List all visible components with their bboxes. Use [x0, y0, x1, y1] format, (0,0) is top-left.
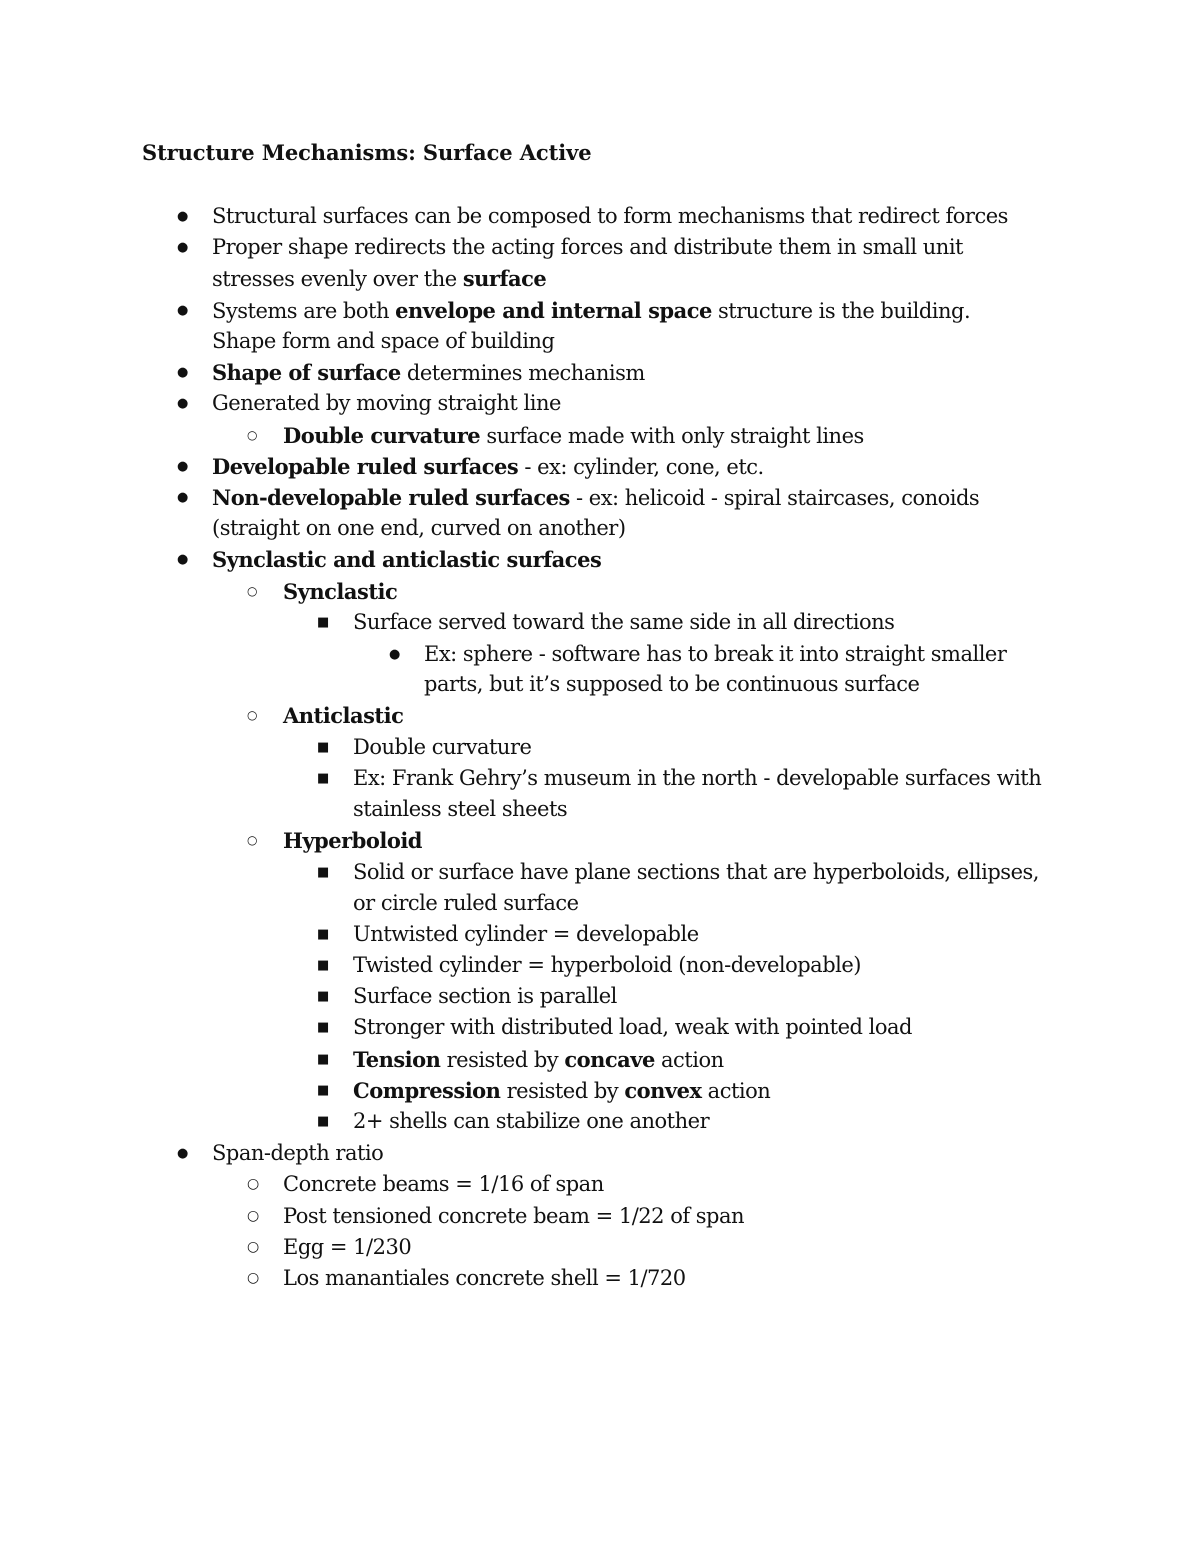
- bullet-hollow-icon: ○: [247, 1176, 260, 1192]
- item-text: (straight on one end, curved on another): [212, 516, 626, 540]
- item-text-bold: Synclastic and anticlastic surfaces: [212, 547, 602, 572]
- item-text: Los manantiales concrete shell = 1/720: [283, 1266, 686, 1290]
- list-item: [283, 1263, 686, 1294]
- item-text: Double curvature: [353, 735, 532, 759]
- item-text-bold: Hyperboloid: [283, 828, 422, 853]
- list-item: [353, 981, 617, 1012]
- item-text: Untwisted cylinder = developable: [353, 922, 699, 946]
- list-item: [283, 825, 422, 857]
- page-title: Structure Mechanisms: Surface Active: [142, 140, 592, 165]
- bullet-square-icon: ■: [317, 927, 330, 942]
- item-text: determines mechanism: [400, 361, 645, 385]
- item-text: Concrete beams = 1/16 of span: [283, 1172, 604, 1196]
- item-text: - ex: helicoid - spiral staircases, conoids: [569, 486, 980, 510]
- bullet-hollow-icon: ○: [247, 1239, 260, 1255]
- item-text: Ex: Frank Gehry’s museum in the north - developable surfaces with: [353, 766, 1042, 790]
- list-item: [283, 1201, 744, 1232]
- item-text-bold: Non-developable ruled surfaces: [212, 485, 570, 510]
- item-text-bold: surface: [462, 266, 547, 291]
- item-text: parts, but it’s supposed to be continuous surface: [424, 672, 920, 696]
- item-text: Surface served toward the same side in all directions: [353, 610, 895, 634]
- item-text-bold: Double curvature: [283, 423, 481, 448]
- bullet-hollow-icon: ○: [247, 1208, 260, 1224]
- list-item-continuation: [212, 513, 626, 544]
- bullet-disc-icon: ●: [177, 303, 189, 318]
- list-item: [283, 1169, 604, 1200]
- bullet-disc-icon: ●: [177, 365, 189, 380]
- bullet-square-icon: ■: [317, 865, 330, 880]
- list-item: [353, 763, 1041, 794]
- list-item-continuation: [353, 888, 579, 919]
- bullet-square-icon: ■: [317, 958, 330, 973]
- bullet-disc-icon: ●: [389, 647, 401, 662]
- list-item: [353, 919, 699, 950]
- item-text: action: [654, 1048, 724, 1072]
- item-text: action: [701, 1079, 771, 1103]
- list-item-continuation: [424, 669, 919, 700]
- item-text: Shape form and space of building: [212, 329, 555, 353]
- list-item: [283, 700, 403, 732]
- item-text: Span-depth ratio: [212, 1141, 384, 1165]
- item-text-bold: Synclastic: [283, 579, 398, 604]
- bullet-square-icon: ■: [317, 1052, 330, 1067]
- item-text: Stronger with distributed load, weak with pointed load: [353, 1015, 912, 1039]
- item-text: stresses evenly over the: [212, 267, 463, 291]
- bullet-square-icon: ■: [317, 771, 330, 786]
- list-item: [212, 482, 979, 514]
- list-item: [283, 1232, 411, 1263]
- bullet-square-icon: ■: [317, 1114, 330, 1129]
- item-text-bold: convex: [624, 1078, 702, 1103]
- list-item: [212, 1138, 383, 1169]
- bullet-disc-icon: ●: [177, 396, 189, 411]
- bullet-square-icon: ■: [317, 989, 330, 1004]
- item-text-bold: Anticlastic: [283, 703, 404, 728]
- item-text: - ex: cylinder, cone, etc.: [518, 455, 764, 479]
- bullet-disc-icon: ●: [177, 209, 189, 224]
- bullet-disc-icon: ●: [177, 459, 189, 474]
- item-text-bold: Compression: [353, 1078, 501, 1103]
- item-text: Solid or surface have plane sections that are hyperboloids, ellipses,: [353, 860, 1039, 884]
- bullet-disc-icon: ●: [177, 240, 189, 255]
- item-text: resisted by: [500, 1079, 625, 1103]
- list-item: [212, 357, 645, 389]
- item-text: surface made with only straight lines: [480, 424, 864, 448]
- list-item: [212, 451, 764, 483]
- item-text: Post tensioned concrete beam = 1/22 of span: [283, 1204, 745, 1228]
- list-item: [212, 232, 963, 263]
- list-item: [353, 857, 1039, 888]
- list-item: [353, 1075, 770, 1107]
- item-text: resisted by: [440, 1048, 565, 1072]
- bullet-square-icon: ■: [317, 1020, 330, 1035]
- list-item: [353, 732, 531, 763]
- bullet-square-icon: ■: [317, 740, 330, 755]
- item-text-bold: envelope and internal space: [395, 298, 712, 323]
- bullet-hollow-icon: ○: [247, 708, 258, 722]
- bullet-hollow-icon: ○: [247, 584, 258, 598]
- item-text: Proper shape redirects the acting forces and distribute them in small unit: [212, 235, 963, 259]
- bullet-disc-icon: ●: [177, 552, 189, 567]
- list-item-continuation: [212, 326, 554, 357]
- item-text: structure is the building.: [711, 299, 971, 323]
- bullet-disc-icon: ●: [177, 490, 189, 505]
- bullet-disc-icon: ●: [177, 1146, 189, 1161]
- list-item: [283, 420, 864, 452]
- list-item: [353, 950, 861, 981]
- item-text: Surface section is parallel: [353, 984, 617, 1008]
- list-item-continuation: [212, 263, 546, 295]
- bullet-hollow-icon: ○: [247, 1270, 260, 1286]
- item-text: Systems are both: [212, 299, 396, 323]
- bullet-hollow-icon: ○: [247, 428, 258, 442]
- item-text-bold: Developable ruled surfaces: [212, 454, 519, 479]
- item-text: Egg = 1/230: [283, 1235, 412, 1259]
- item-text-bold: Tension: [353, 1047, 441, 1072]
- list-item: [353, 1044, 724, 1076]
- bullet-square-icon: ■: [317, 615, 330, 630]
- bullet-hollow-icon: ○: [247, 833, 258, 847]
- list-item: [212, 544, 601, 576]
- item-text: or circle ruled surface: [353, 891, 579, 915]
- item-text: Ex: sphere - software has to break it into straight smaller: [424, 642, 1007, 666]
- list-item: [212, 201, 1008, 232]
- item-text-bold: Shape of surface: [212, 360, 401, 385]
- bullet-square-icon: ■: [317, 1083, 330, 1098]
- list-item: [424, 639, 1006, 670]
- list-item: [353, 607, 894, 638]
- item-text: 2+ shells can stabilize one another: [353, 1109, 710, 1133]
- item-text: Structural surfaces can be composed to form mechanisms that redirect forces: [212, 204, 1008, 228]
- list-item: [212, 295, 970, 327]
- list-item: [353, 1012, 912, 1043]
- list-item: [212, 388, 561, 419]
- list-item: [283, 576, 397, 608]
- item-text: Generated by moving straight line: [212, 391, 561, 415]
- list-item-continuation: [353, 794, 567, 825]
- item-text: Twisted cylinder = hyperboloid (non-developable): [353, 953, 861, 977]
- list-item: [353, 1106, 709, 1137]
- item-text-bold: concave: [564, 1047, 655, 1072]
- item-text: stainless steel sheets: [353, 797, 568, 821]
